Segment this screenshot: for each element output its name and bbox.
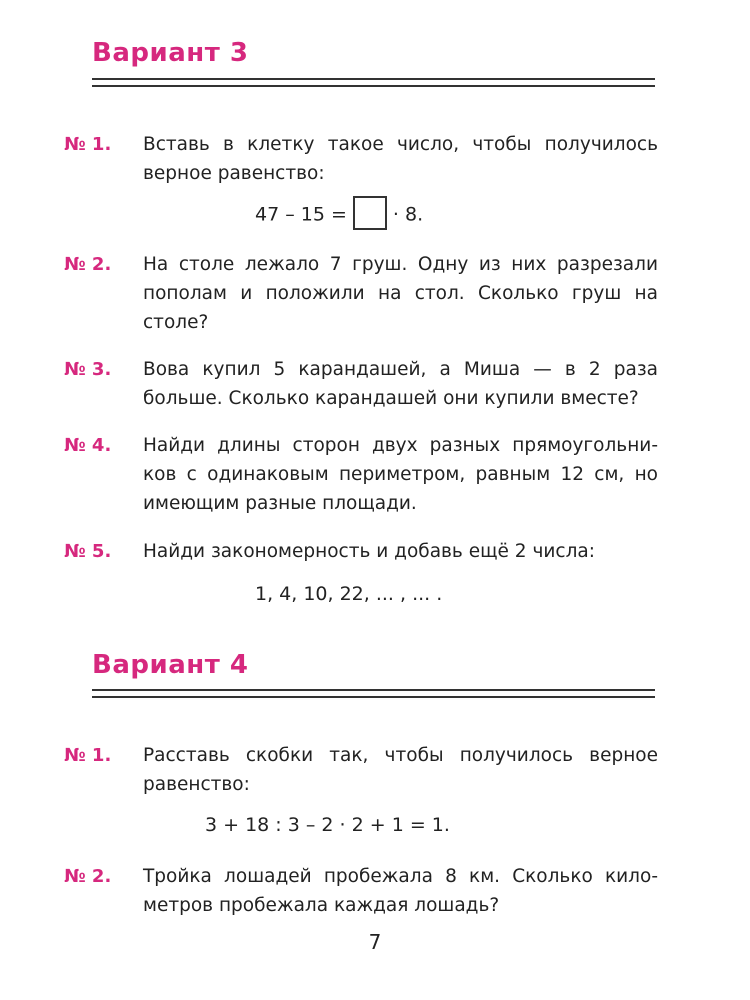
task-number: № 2.	[64, 254, 112, 275]
task-text: Найди длины сторон двух разных прямоугольни-ков с одинаковым периметром, равным 12 см, но имеющим разные площади.	[143, 435, 658, 514]
task-number: № 5.	[64, 541, 112, 562]
number-sequence: 1, 4, 10, 22, ... , ... .	[255, 583, 443, 605]
answer-box[interactable]	[353, 196, 387, 230]
task-text: Вставь в клетку такое число, чтобы получилось верное равенство:	[143, 134, 658, 184]
variant-4-divider	[92, 689, 655, 698]
variant-4-title: Вариант 4	[92, 650, 249, 680]
task-number: № 4.	[64, 435, 112, 456]
task-text: На столе лежало 7 груш. Одну из них разрезали пополам и положили на стол. Сколько груш на столе?	[143, 254, 658, 333]
task-number: № 2.	[64, 866, 112, 887]
equation: 3 + 18 : 3 – 2 · 2 + 1 = 1.	[205, 814, 450, 836]
task-text: Тройка лошадей пробежала 8 км. Сколько кило-метров пробежала каждая лошадь?	[143, 866, 658, 916]
task-text: Расставь скобки так, чтобы получилось верное равенство:	[143, 745, 658, 795]
task-number: № 1.	[64, 134, 112, 155]
equation-left: 47 – 15 =	[255, 203, 347, 226]
variant-3-title: Вариант 3	[92, 38, 249, 68]
task-number: № 1.	[64, 745, 112, 766]
equation	[255, 198, 423, 232]
task-number: № 3.	[64, 359, 112, 380]
equation-right: · 8.	[392, 203, 424, 226]
variant-3-divider	[92, 78, 655, 87]
task-text: Вова купил 5 карандашей, а Миша — в 2 раза больше. Сколько карандашей они купили вместе?	[143, 359, 658, 409]
page-number: 7	[368, 930, 382, 954]
task-text: Найди закономерность и добавь ещё 2 числа:	[143, 541, 595, 562]
